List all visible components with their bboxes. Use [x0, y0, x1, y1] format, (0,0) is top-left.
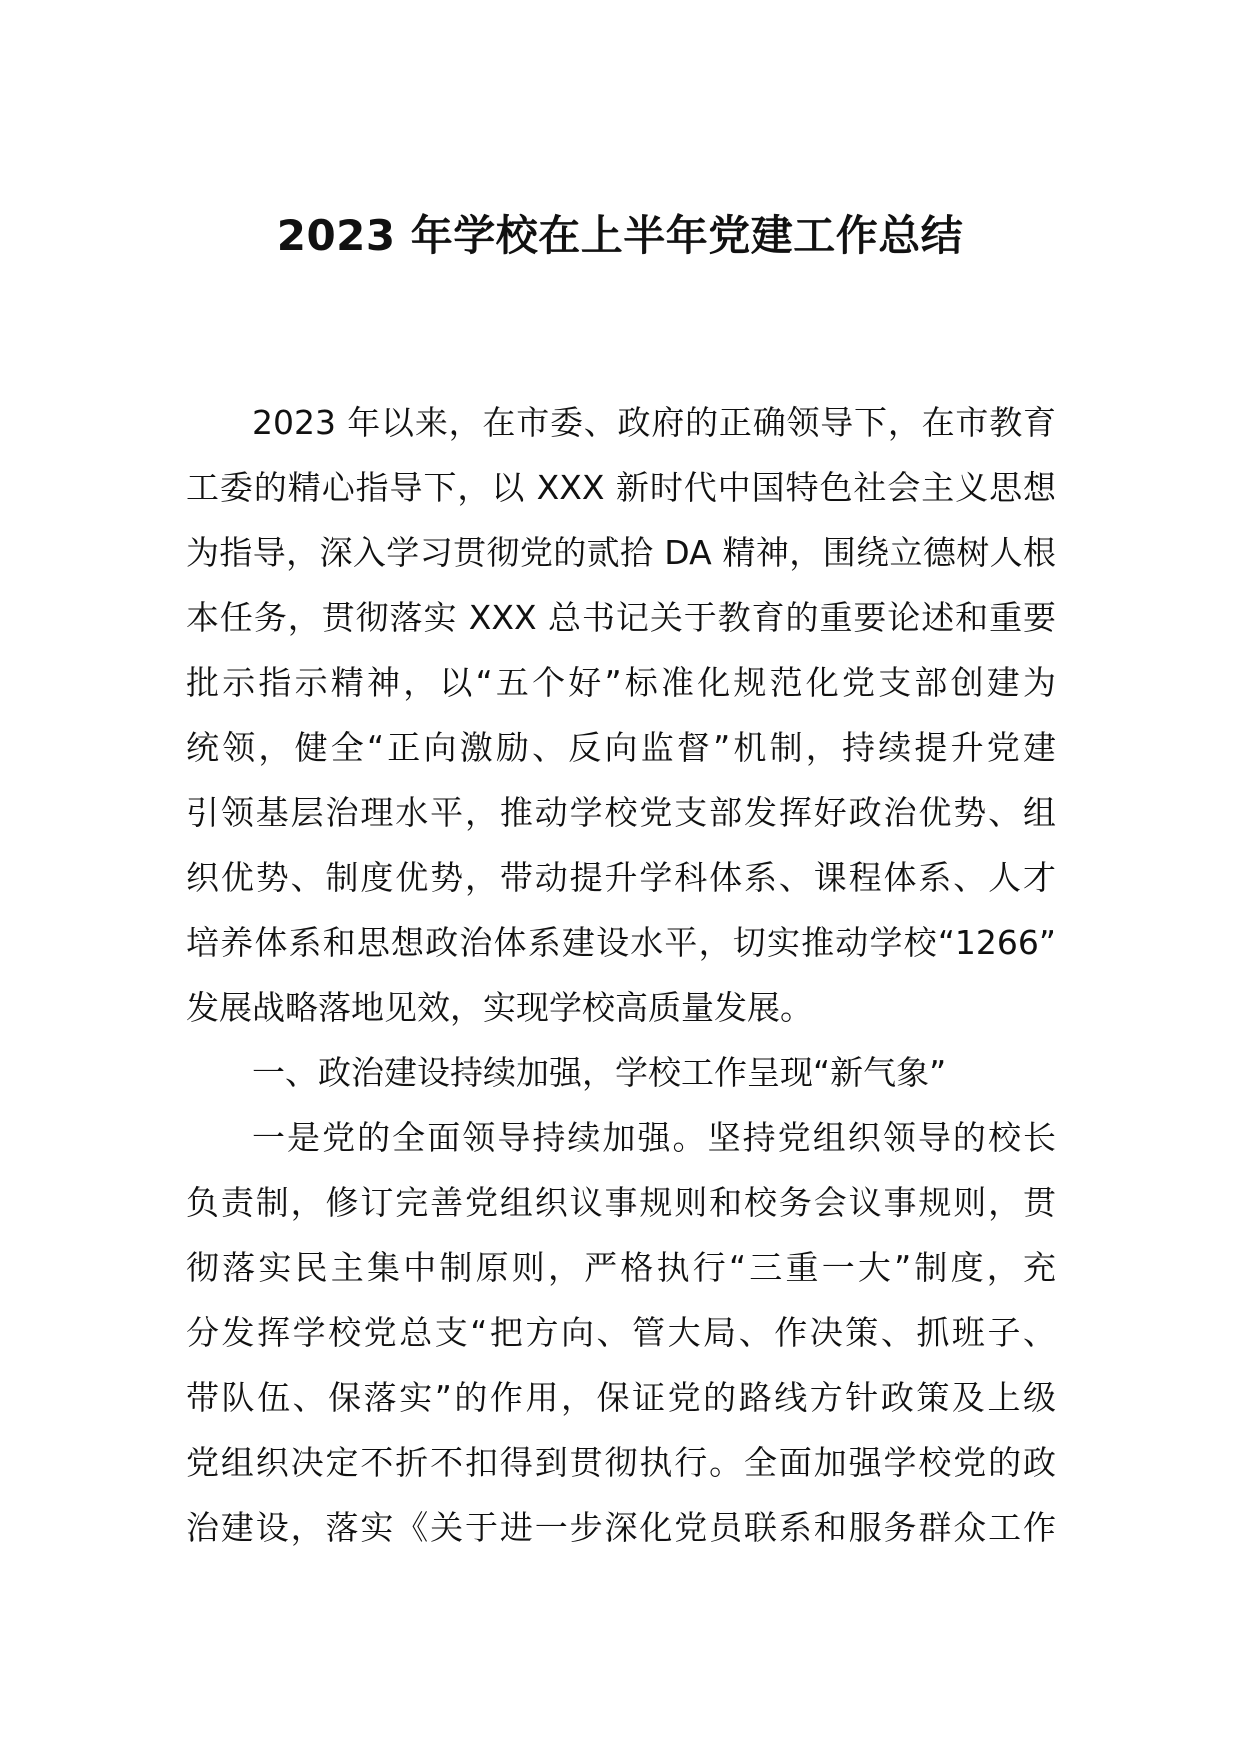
- paragraph-line: 发展战略落地见效，实现学校高质量发展。: [186, 988, 813, 1027]
- paragraph-line: 织优势、制度优势，带动提升学科体系、课程体系、人才: [186, 858, 1056, 897]
- paragraph-line: 统领，健全“正向激励、反向监督”机制，持续提升党建: [186, 728, 1056, 767]
- paragraph-line: 带队伍、保落实”的作用，保证党的路线方针政策及上级: [186, 1378, 1056, 1417]
- paragraph-line: 工委的精心指导下，以 XXX 新时代中国特色社会主义思想: [186, 468, 1056, 507]
- document-body: [186, 390, 1056, 1560]
- paragraph-line: 培养体系和思想政治体系建设水平，切实推动学校“1266”: [186, 923, 1056, 962]
- paragraph-line: 一是党的全面领导持续加强。坚持党组织领导的校长: [252, 1118, 1056, 1157]
- paragraph-line: 分发挥学校党总支“把方向、管大局、作决策、抓班子、: [186, 1313, 1056, 1352]
- paragraph-line: 彻落实民主集中制原则，严格执行“三重一大”制度，充: [186, 1248, 1056, 1287]
- paragraph-line: 引领基层治理水平，推动学校党支部发挥好政治优势、组: [186, 793, 1056, 832]
- section-heading: 一、政治建设持续加强，学校工作呈现“新气象”: [252, 1053, 947, 1092]
- paragraph-line: 2023 年以来，在市委、政府的正确领导下，在市教育: [252, 403, 1056, 442]
- intro-paragraph: [186, 390, 1056, 1040]
- paragraph-line: 负责制，修订完善党组织议事规则和校务会议事规则，贯: [186, 1183, 1056, 1222]
- paragraph-line: 党组织决定不折不扣得到贯彻执行。全面加强学校党的政: [186, 1443, 1056, 1482]
- document-title: 2023 年学校在上半年党建工作总结: [276, 211, 964, 260]
- paragraph-line: 治建设，落实《关于进一步深化党员联系和服务群众工作: [186, 1508, 1056, 1547]
- section-paragraph: [186, 1105, 1056, 1560]
- paragraph-line: 批示指示精神，以“五个好”标准化规范化党支部创建为: [186, 663, 1056, 702]
- paragraph-line: 为指导，深入学习贯彻党的贰拾 DA 精神，围绕立德树人根: [186, 533, 1056, 572]
- paragraph-line: 本任务，贯彻落实 XXX 总书记关于教育的重要论述和重要: [186, 598, 1056, 637]
